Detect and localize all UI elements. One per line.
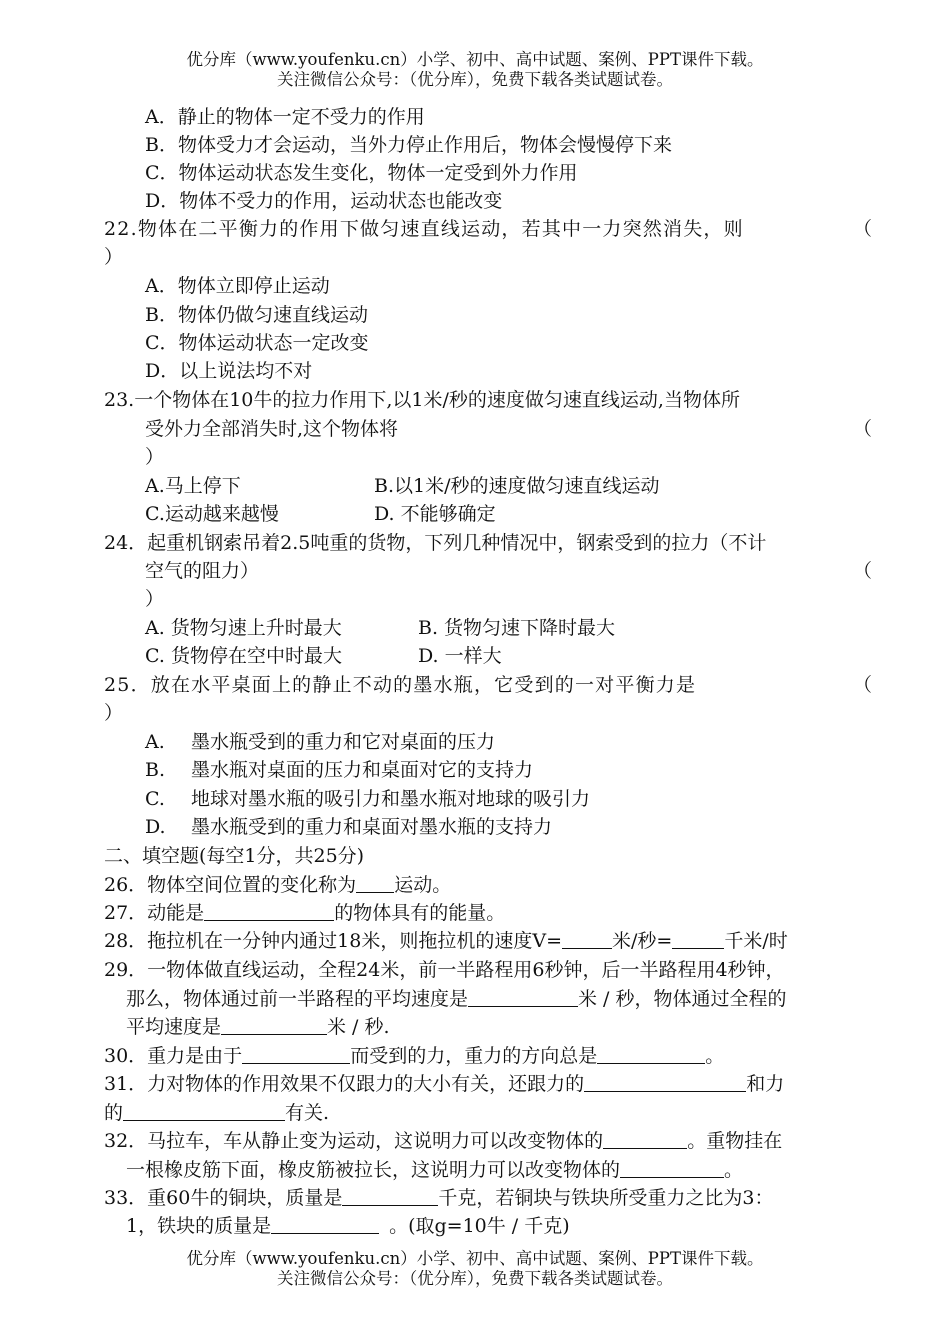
q29-l3-pre: 平均速度是: [126, 1016, 222, 1038]
q29-line-3: [126, 1014, 390, 1040]
q27-blank: [204, 902, 334, 921]
q24-option-b: B. 货物匀速下降时最大: [418, 617, 616, 639]
q33-line-1: [104, 1185, 773, 1211]
q31-l2-post: 有关.: [285, 1102, 330, 1124]
q32-l2-pre: 一根橡皮筋下面，橡皮筋被拉长，这说明力可以改变物体的: [126, 1159, 621, 1181]
q26-blank: [356, 874, 394, 893]
q22-option-a: A．物体立即停止运动: [145, 275, 330, 297]
q27: [104, 900, 505, 926]
q24-stem-line-1: 24．起重机钢索吊着2.5吨重的货物，下列几种情况中，钢索受到的拉力（不计: [104, 532, 767, 554]
q22-stem: 22.物体在二平衡力的作用下做匀速直线运动，若其中一力突然消失，则: [104, 218, 744, 240]
q30-blank-2: [597, 1045, 705, 1064]
q29-line-2: [126, 986, 787, 1012]
q21-option-a: A．静止的物体一定不受力的作用: [145, 106, 425, 128]
q30-post: 。: [705, 1045, 725, 1067]
q29-l2-post: 米 / 秒，物体通过全程的: [578, 988, 787, 1010]
section-fill-blank-title: 二、填空题(每空1分，共25分): [104, 845, 365, 867]
q28-post: 千米/时: [724, 930, 788, 952]
q22-paren-open: （: [852, 218, 872, 240]
q25-paren-close: ）: [104, 702, 124, 724]
q21-option-b: B．物体受力才会运动，当外力停止作用后，物体会慢慢停下来: [145, 134, 672, 156]
q32-blank-1: [603, 1130, 687, 1149]
footer-line-1: 优分库（www.youfenku.cn）小学、初中、高中试题、案例、PPT课件下载。: [186, 1249, 764, 1268]
q27-pre: 27．动能是: [104, 902, 205, 924]
q31-blank-2: [123, 1102, 285, 1121]
q29-blank-2: [221, 1016, 327, 1035]
q24-stem-line-2: 空气的阻力）: [145, 560, 260, 582]
q25-stem: 25．放在水平桌面上的静止不动的墨水瓶，它受到的一对平衡力是: [104, 674, 697, 696]
page-header: [0, 50, 950, 90]
q22-option-c: C．物体运动状态一定改变: [145, 332, 369, 354]
q32-blank-2: [620, 1159, 724, 1178]
q32-line-1: [104, 1128, 782, 1154]
q23-stem-line-2: 受外力全部消失时,这个物体将: [145, 418, 399, 440]
q25-option-d: 墨水瓶受到的重力和桌面对墨水瓶的支持力: [191, 816, 553, 838]
q21-option-d: D．物体不受力的作用，运动状态也能改变: [145, 190, 503, 212]
q31-post: 和力: [746, 1073, 785, 1095]
q33-blank-2: [271, 1215, 379, 1234]
q21-option-c: C．物体运动状态发生变化，物体一定受到外力作用: [145, 162, 578, 184]
q22-option-b: B．物体仍做匀速直线运动: [145, 304, 368, 326]
q33-blank-1: [342, 1187, 438, 1206]
q30-mid: 而受到的力，重力的方向总是: [350, 1045, 598, 1067]
q33-line-2: [126, 1213, 570, 1239]
q31-line-2: [104, 1100, 329, 1126]
q25-option-c: 地球对墨水瓶的吸引力和墨水瓶对地球的吸引力: [191, 788, 591, 810]
q32-line-2: [126, 1157, 743, 1183]
q33-l2-pre: 1，铁块的质量是: [126, 1215, 272, 1237]
q28: [104, 928, 788, 954]
q28-pre: 28．拖拉机在一分钟内通过18米，则拖拉机的速度V=: [104, 930, 562, 952]
q26-pre: 26．物体空间位置的变化称为: [104, 874, 357, 896]
header-line-2: 关注微信公众号：（优分库），免费下载各类试题试卷。: [277, 70, 673, 89]
q25-paren-open: （: [852, 674, 872, 696]
q23-option-a: A.马上停下: [145, 475, 241, 497]
footer-line-2: 关注微信公众号：（优分库），免费下载各类试题试卷。: [277, 1269, 673, 1288]
q25-option-a-key: A.: [145, 731, 165, 753]
q29-l2-pre: 那么，物体通过前一半路程的平均速度是: [126, 988, 469, 1010]
q23-stem-line-1: 23.一个物体在10牛的拉力作用下,以1米/秒的速度做匀速直线运动,当物体所: [104, 389, 740, 411]
q31-pre: 31．力对物体的作用效果不仅跟力的大小有关，还跟力的: [104, 1073, 585, 1095]
q33-pre: 33．重60牛的铜块，质量是: [104, 1187, 343, 1209]
q30-pre: 30．重力是由于: [104, 1045, 243, 1067]
header-line-1: 优分库（www.youfenku.cn）小学、初中、高中试题、案例、PPT课件下载。: [186, 50, 764, 69]
q32-post: 。重物挂在: [687, 1130, 783, 1152]
q23-option-d: D. 不能够确定: [374, 503, 496, 525]
q31-blank-1: [584, 1073, 746, 1092]
q31-l2-pre: 的: [104, 1102, 124, 1124]
q26: [104, 872, 451, 898]
q25-option-d-key: D.: [145, 816, 166, 838]
q23-paren-close: ）: [145, 446, 165, 468]
q32-l2-post: 。: [724, 1159, 744, 1181]
q25-option-c-key: C.: [145, 788, 165, 810]
q30: [104, 1043, 724, 1069]
q30-blank-1: [242, 1045, 350, 1064]
q24-paren-close: ）: [145, 588, 165, 610]
q33-post: 千克，若铜块与铁块所受重力之比为3：: [438, 1187, 774, 1209]
q22-paren-close: ）: [104, 246, 124, 268]
q25-option-b: 墨水瓶对桌面的压力和桌面对它的支持力: [191, 759, 534, 781]
q31-line-1: [104, 1071, 784, 1097]
q28-mid: 米/秒=: [612, 930, 673, 952]
q25-option-b-key: B.: [145, 759, 166, 781]
q24-option-d: D. 一样大: [418, 645, 502, 667]
q24-option-a: A. 货物匀速上升时最大: [145, 617, 342, 639]
q29-l3-post: 米 / 秒.: [327, 1016, 390, 1038]
page-footer: [0, 1249, 950, 1289]
q23-paren-open: （: [852, 418, 872, 440]
q27-post: 的物体具有的能量。: [334, 902, 506, 924]
q25-option-a: 墨水瓶受到的重力和它对桌面的压力: [191, 731, 496, 753]
q23-option-c: C.运动越来越慢: [145, 503, 279, 525]
q24-paren-open: （: [852, 560, 872, 582]
q22-option-d: D．以上说法均不对: [145, 360, 313, 382]
q33-l2-post: 。(取g=10牛 / 千克): [389, 1215, 570, 1237]
q28-blank-2: [672, 930, 724, 949]
q26-post: 运动。: [394, 874, 452, 896]
q32-pre: 32．马拉车，车从静止变为运动，这说明力可以改变物体的: [104, 1130, 604, 1152]
q29-blank-1: [468, 988, 578, 1007]
q23-option-b: B.以1米/秒的速度做匀速直线运动: [374, 475, 660, 497]
q24-option-c: C. 货物停在空中时最大: [145, 645, 342, 667]
q29-line-1: 29．一物体做直线运动，全程24米，前一半路程用6秒钟，后一半路程用4秒钟，: [104, 959, 785, 981]
q28-blank-1: [562, 930, 612, 949]
